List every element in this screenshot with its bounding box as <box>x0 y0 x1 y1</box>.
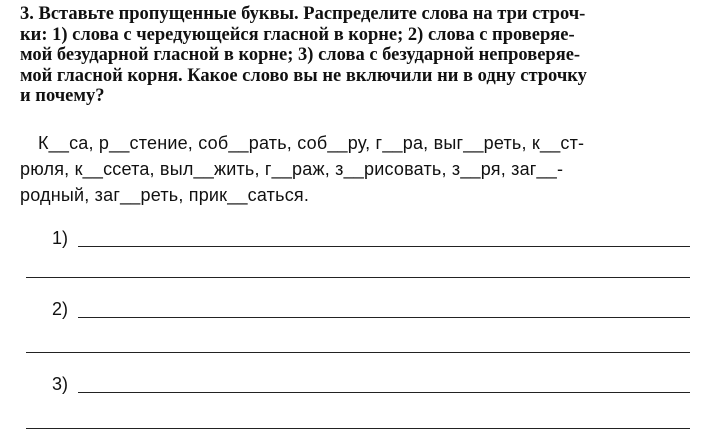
task-line-2: ки: 1) слова с чередующейся гласной в корне; 2) слова с проверяе- <box>20 24 575 45</box>
answer-label-1: 1) <box>52 228 69 248</box>
task-text <box>20 4 696 107</box>
task-line-1: 3. Вставьте пропущенные буквы. Распределите слова на три строч- <box>20 4 586 24</box>
task-line-3: мой безударной гласной в корне; 3) слова с безударной непроверяе- <box>20 45 581 66</box>
answer-line-2[interactable] <box>78 317 690 318</box>
answer-row-1 <box>0 228 703 252</box>
task-line-4: мой гласной корня. Какое слово вы не включили ни в одну строчку <box>20 65 587 86</box>
answer-line-1-continuation[interactable] <box>26 277 690 278</box>
answer-label-3: 3) <box>52 374 69 394</box>
word-line-2: рюля, к__ссета, выл__жить, г__раж, з__рисовать, з__ря, заг__- <box>20 159 564 179</box>
answer-label-2: 2) <box>52 299 69 319</box>
word-line-1: К__са, р__стение, соб__рать, соб__ру, г__ра, выг__реть, к__ст- <box>38 133 585 153</box>
answer-line-1[interactable] <box>78 246 690 247</box>
task-line-5: и почему? <box>20 86 105 107</box>
answer-row-2 <box>0 299 703 323</box>
word-line-3: родный, заг__реть, прик__саться. <box>20 185 310 205</box>
answer-line-2-continuation[interactable] <box>26 352 690 353</box>
answer-row-3 <box>0 374 703 398</box>
word-list <box>20 130 696 208</box>
answer-line-3[interactable] <box>78 392 690 393</box>
answer-line-3-continuation[interactable] <box>26 428 690 429</box>
